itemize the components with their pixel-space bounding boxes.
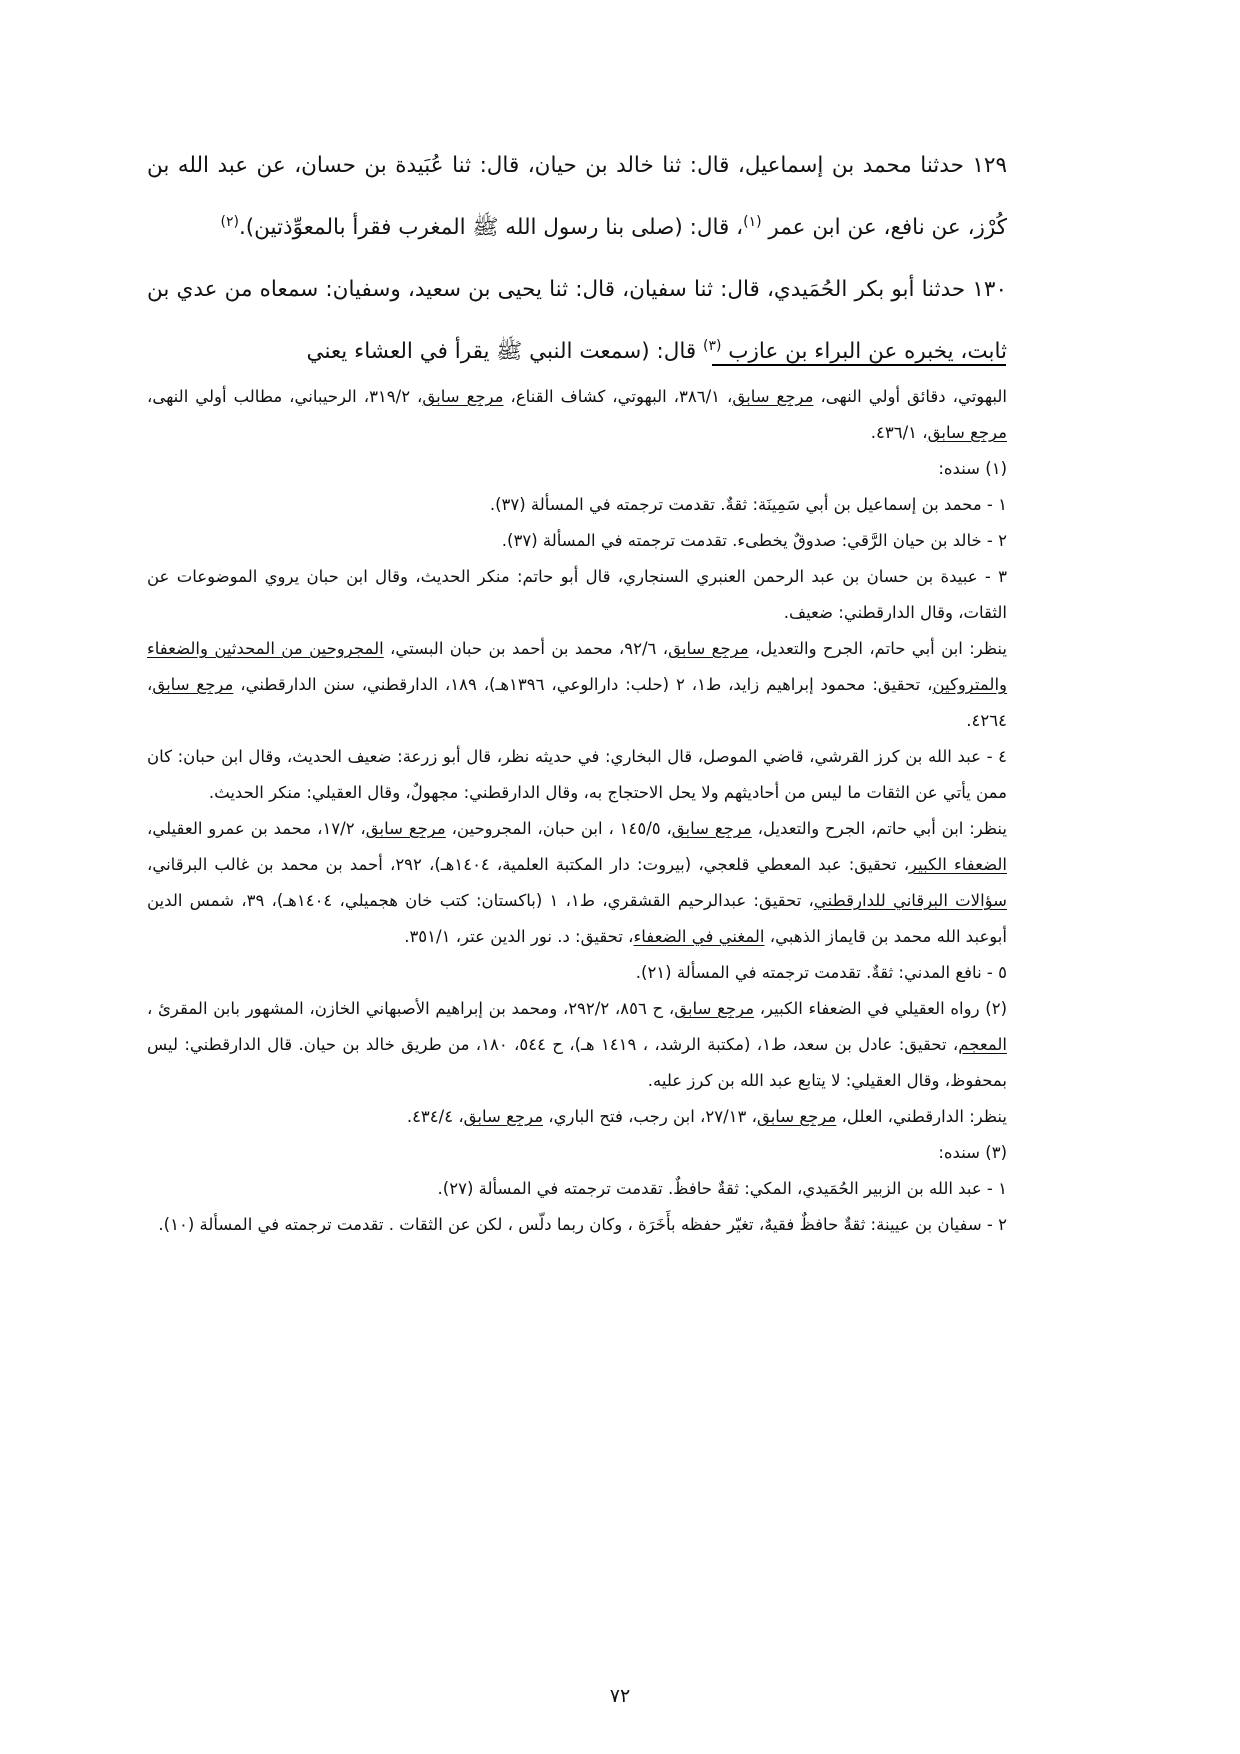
footnote-2-sources (147, 1099, 1007, 1135)
ref-link: مرجع سابق (668, 639, 749, 658)
ref-link: مرجع سابق (365, 819, 446, 838)
footnote-1-narrator-2: ٢ - خالد بن حيان الرَّقي: صدوقٌ يخطىء. تقدمت ترجمته في المسألة (٣٧). (501, 531, 1007, 550)
ref-link: مرجع سابق (422, 387, 504, 406)
footnote-continued (147, 379, 1007, 451)
footnote-separator (712, 364, 1006, 366)
footnote-1-narrator-3: ٣ - عبيدة بن حسان بن عبد الرحمن العنبري السنجاري، قال أبو حاتم: منكر الحديث، وقال ابن حبان يروي الموضوعات عن الثقات، وقال الدارقطني: ضعيف. (147, 567, 1007, 622)
fn-text: (٢) رواه العقيلي في الضعفاء الكبير، (754, 999, 1008, 1018)
ref-link: مرجع سابق (927, 423, 1007, 442)
fn-text: ، ٢٧/١٣، ابن رجب، فتح الباري، (543, 1107, 757, 1126)
fn-text: ، ٣١٩/٢، الرحيباني، مطالب أولي النهى، (147, 387, 423, 406)
footnote-1-narrator-4: ٤ - عبد الله بن كرز القرشي، قاضي الموصل، قال البخاري: في حديثه نظر، قال أبو زرعة: ضعيف الحديث، وقال ابن حبان: كان ممن يأتي عن الثقات ما ليس من أحاديثهم ولا يحل الاحتجاج به، وقال الدارقطني: مجهولٌ، وقال العقيلي: منكر الحديث. (147, 747, 1007, 802)
ref-link: مرجع سابق (463, 1107, 544, 1126)
ref-link: المجروحين من المحدثين والضعفاء والمتروكين (147, 639, 1008, 694)
ref-link: سؤالات البرقاني للدارقطني (813, 891, 1007, 910)
fn-text: ، ١٧/٢، محمد بن عمرو العقيلي، (147, 819, 366, 838)
footnote-ref-2[interactable]: (٢) (220, 213, 239, 230)
ref-link: مرجع سابق (152, 675, 234, 694)
fn-text: ينظر: ابن أبي حاتم، الجرح والتعديل، (751, 819, 1008, 838)
fn-text: ، تحقيق: محمود إبراهيم زايد، ط١، ٢ (حلب: دارالوعي، ١٣٩٦هـ)، ١٨٩، الدارقطني، سنن الدارقطني، (233, 675, 933, 694)
footnote-1-sources-2 (147, 811, 1007, 955)
fn-text: ، تحقيق: عبد المعطي قلعجي، (بيروت: دار المكتبة العلمية، ١٤٠٤هـ)، ٢٩٢، أحمد بن محمد بن غالب البرقاني، (147, 855, 910, 874)
fn-text: ، ٤٣٤/٤. (406, 1107, 464, 1126)
fn-text: ، ٣٨٦/١، البهوتي، كشاف القناع، (503, 387, 733, 406)
fn-text: ، ١٤٥/٥ ، ابن حبان، المجروحين، (445, 819, 672, 838)
footnote-3-narrator-1: ١ - عبد الله بن الزبير الحُمَيدي، المكي: ثقةٌ حافظٌ. تقدمت ترجمته في المسألة (٢٧). (437, 1179, 1007, 1198)
footnote-ref-1[interactable]: (١) (743, 213, 762, 230)
ref-link: مرجع سابق (732, 387, 814, 406)
footnotes (147, 379, 1007, 1243)
fn-text: ، تحقيق: عبدالرحيم القشقري، ط١، ١ (باكستان: كتب خان هجميلي، ١٤٠٤هـ)، ٣٩، شمس الدين أبوعبد الله محمد بن قايماز الذهبي، (147, 891, 1007, 946)
ref-link: مرجع سابق (671, 819, 752, 838)
fn-text: ، تحقيق: د. نور الدين عتر، ٣٥١/١. (404, 927, 634, 946)
ref-link: المعجم (958, 1035, 1007, 1054)
footnote-3-heading: (٣) سنده: (938, 1143, 1007, 1162)
fn-text: ، ٤٢٦٤. (147, 675, 1007, 730)
footnote-1-narrator-1: ١ - محمد بن إسماعيل بن أبي سَمِينَة: ثقةٌ. تقدمت ترجمته في المسألة (٣٧). (489, 495, 1007, 514)
hadith-130-text-a: ١٣٠ حدثنا أبو بكر الحُمَيدي، قال: ثنا سفيان، قال: ثنا يحيى بن سعيد، وسفيان: سمعاه من عدي بن ثابت، يخبره عن البراء بن عازب (147, 277, 1007, 364)
ref-link: المغني في الضعفاء (633, 927, 765, 946)
footnote-ref-3[interactable]: (٣) (703, 337, 722, 354)
ref-link: مرجع سابق (756, 1107, 837, 1126)
fn-text: البهوتي، دقائق أولي النهى، (813, 387, 1008, 406)
footnote-1-sources-1 (147, 631, 1007, 739)
page-number: ٧٢ (609, 1685, 631, 1707)
fn-text: ينظر: الدارقطني، العلل، (836, 1107, 1007, 1126)
footnote-1-narrator-5: ٥ - نافع المدني: ثقةٌ. تقدمت ترجمته في المسألة (٢١). (635, 963, 1007, 982)
fn-text: ، ح ٨٥٦، ٢٩٢/٢، ومحمد بن إبراهيم الأصبهاني الخازن، المشهور بابن المقرئ ، (147, 999, 675, 1018)
main-text (147, 135, 1007, 383)
fn-text: ، ٤٣٦/١. (870, 423, 928, 442)
footnote-1-heading: (١) سنده: (938, 459, 1007, 478)
hadith-129-text-a: ١٢٩ حدثنا محمد بن إسماعيل، قال: ثنا خالد بن حيان، قال: ثنا عُبَيدة بن حسان، عن عبد الله بن كُرْز، عن نافع، عن ابن عمر (147, 153, 1007, 240)
ref-link: الضعفاء الكبير (909, 855, 1007, 874)
ref-link: مرجع سابق (674, 999, 755, 1018)
fn-text: ينظر: ابن أبي حاتم، الجرح والتعديل، (748, 639, 1007, 658)
fn-text: ، ٩٢/٦، محمد بن أحمد بن حبان البستي، (383, 639, 669, 658)
hadith-129 (147, 135, 1007, 259)
footnote-3-narrator-2: ٢ - سفيان بن عيينة: ثقةٌ حافظٌ فقيهٌ، تغيّر حفظه بأَخَرَة ، وكان ربما دلّس ، لكن عن الثقات . تقدمت ترجمته في المسألة (١٠). (158, 1215, 1007, 1234)
hadith-130-text-b: قال: (سمعت النبي ﷺ يقرأ في العشاء يعني (306, 339, 704, 364)
fn-text: ، تحقيق: عادل بن سعد، ط١، (مكتبة الرشد، ، ١٤١٩ هـ)، ح ٥٤٤، ١٨٠، من طريق خالد بن حيان. قال الدارقطني: ليس بمحفوظ، وقال العقيلي: لا يتابع عبد الله بن كرز عليه. (147, 1035, 1007, 1090)
footnote-2 (147, 991, 1007, 1099)
hadith-129-text-b: ، قال: (صلى بنا رسول الله ﷺ المغرب فقرأ بالمعوِّذتين). (238, 215, 744, 240)
